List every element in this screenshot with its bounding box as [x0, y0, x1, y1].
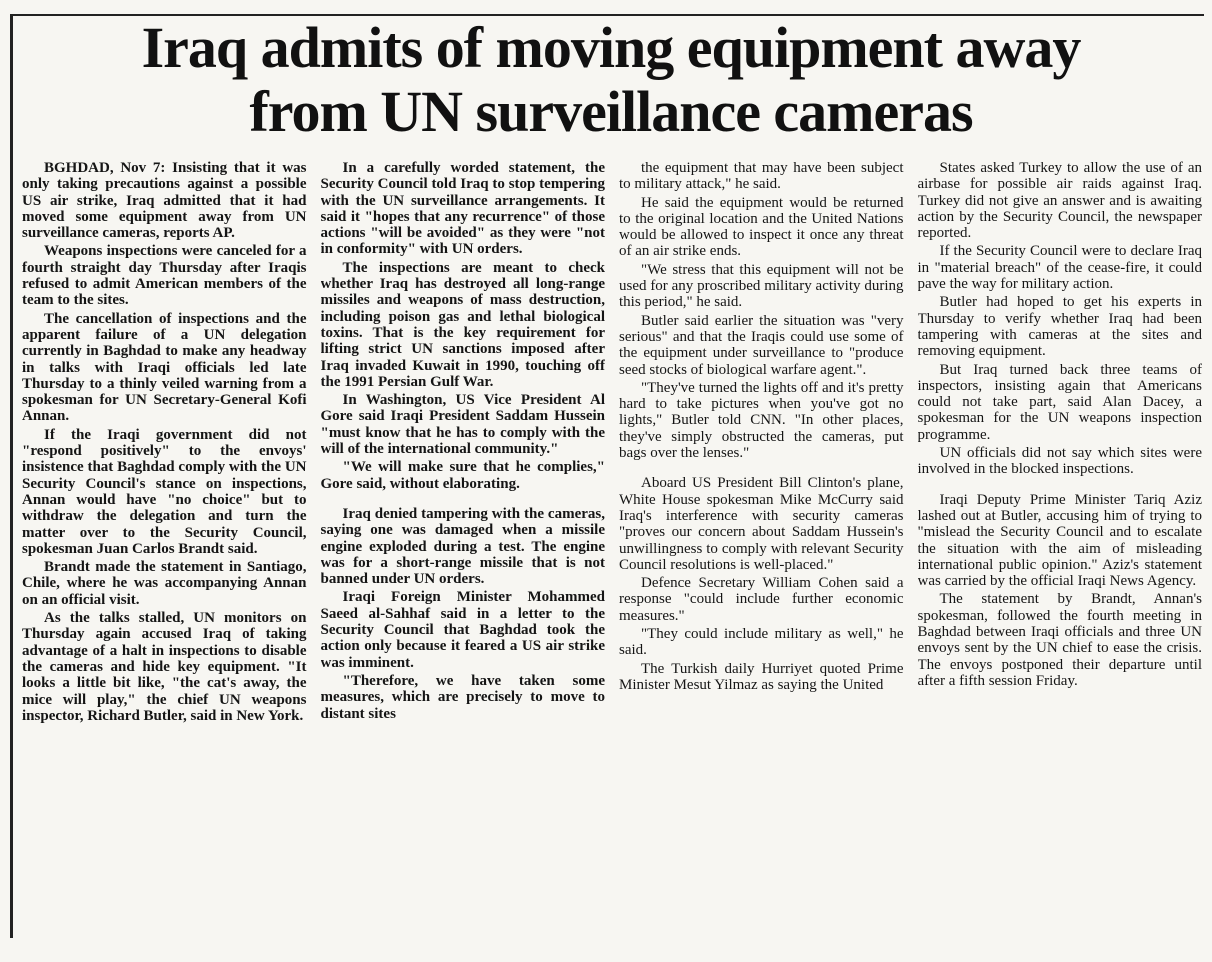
paragraph: UN officials did not say which sites were involved in the blocked inspections.: [917, 445, 1202, 478]
paragraph: Iraqi Foreign Minister Mohammed Saeed al-Sahhaf said in a letter to the Security Council that Baghdad took the action only because it feared a US air strike was imminent.: [320, 589, 605, 671]
column-3: [619, 160, 904, 940]
paragraph: But Iraq turned back three teams of inspectors, insisting again that Americans could not take part, said Alan Dacey, a spokesman for the UN weapons inspection programme.: [917, 361, 1202, 443]
paragraph: The Turkish daily Hurriyet quoted Prime Minister Mesut Yilmaz as saying the United: [619, 660, 904, 693]
paragraph: As the talks stalled, UN monitors on Thursday again accused Iraq of taking advantage of a halt in inspections to disable the cameras and hide key equipment. "It looks a little bit like, "the cat's away, the mice will play," the chief UN weapons inspector, Richard Butler, said in New York.: [22, 610, 307, 724]
headline-line-2: from UN surveillance cameras: [249, 79, 973, 144]
column-4: [918, 160, 1203, 940]
paragraph: The cancellation of inspections and the apparent failure of a UN delegation currently in Baghdad to make any headway in talks with Iraqi officials led late Thursday to a thinly veiled warning from a spokesman for UN Secretary-General Kofi Annan.: [22, 310, 307, 425]
paragraph: Iraq denied tampering with the cameras, saying one was damaged when a missile engine exploded during a test. The engine was for a short-range missile that is not banned under UN orders.: [320, 505, 605, 588]
paragraph: Butler said earlier the situation was "very serious" and that the Iraqis could use some of the equipment under surveillance to "produce seed stocks of biological warfare agent.".: [619, 312, 904, 378]
paragraph: Aboard US President Bill Clinton's plane, White House spokesman Mike McCurry said Iraq's interference with security cameras "proves our concern about Saddam Hussein's unwillingness to comply with relevant Security Council resolutions is well-placed.": [619, 475, 904, 573]
paragraph: If the Security Council were to declare Iraq in "material breach" of the cease-fire, it could pave the way for military action.: [917, 243, 1202, 293]
paragraph: In Washington, US Vice President Al Gore said Iraqi President Saddam Hussein "must know that he has to comply with the will of the international community.": [320, 392, 605, 458]
paragraph: "They've turned the lights off and it's pretty hard to take pictures when you've got no lights," Butler told CNN. "In other places, they've simply obstructed the cameras, put bags over the lenses.": [619, 379, 904, 462]
paragraph: The statement by Brandt, Annan's spokesman, followed the fourth meeting in Baghdad between Iraqi officials and three UN envoys sent by the UN chief to ease the crisis. The envoys postponed their departure until after a fifth session Friday.: [917, 591, 1202, 689]
paragraph: If the Iraqi government did not "respond positively" to the envoys' insistence that Baghdad comply with the UN Security Council's stance on inspections, Annan would have "no choice" but to withdraw the delegation and turn the matter over to the Security Council, spokesman Juan Carlos Brandt said.: [22, 426, 307, 557]
paragraph: "We stress that this equipment will not be used for any proscribed military activity during this period," he said.: [619, 261, 904, 311]
left-rule: [10, 14, 13, 938]
paragraph: States asked Turkey to allow the use of an airbase for possible air raids against Iraq. Turkey did not give an answer and is awaiting action by the Security Council, the newspaper reported.: [917, 160, 1202, 242]
paragraph: "They could include military as well," he said.: [619, 626, 904, 659]
paragraph: Weapons inspections were canceled for a fourth straight day Thursday after Iraqis refused to admit American members of the team to the sites.: [22, 243, 307, 309]
headline: [14, 16, 1208, 144]
article-body: [22, 160, 1202, 940]
paragraph: In a carefully worded statement, the Security Council told Iraq to stop tempering with the UN surveillance arrangements. It said it "hopes that any recurrence" of those actions "will be avoided" as they were "not in conformity" with UN orders.: [320, 160, 605, 258]
column-1: [22, 160, 307, 940]
paragraph: "We will make sure that he complies," Gore said, without elaborating.: [320, 459, 605, 492]
paragraph: Defence Secretary William Cohen said a response "could include further economic measures.": [619, 575, 904, 624]
paragraph: Brandt made the statement in Santiago, Chile, where he was accompanying Annan on an official visit.: [22, 559, 307, 608]
paragraph: "Therefore, we have taken some measures, which are precisely to move to distant sites: [320, 672, 605, 722]
paragraph: Butler had hoped to get his experts in Thursday to verify whether Iraq had been tampering with cameras at the sites and removing equipment.: [917, 294, 1202, 360]
paragraph: He said the equipment would be returned to the original location and the United Nations would be allowed to inspect it once any threat of an air strike ends.: [619, 194, 904, 260]
paragraph: BGHDAD, Nov 7: Insisting that it was only taking precautions against a possible US air strike, Iraq admitted that it had moved some equipment away from UN surveillance cameras, reports AP.: [22, 160, 307, 242]
headline-line-1: Iraq admits of moving equipment away: [141, 15, 1081, 80]
column-2: [321, 160, 606, 940]
paragraph: the equipment that may have been subject to military attack," he said.: [619, 160, 904, 193]
paragraph: Iraqi Deputy Prime Minister Tariq Aziz lashed out at Butler, accusing him of trying to "mislead the Security Council and to escalate the situation with the aim of misleading international public opinion." Aziz's statement was carried by the official Iraqi News Agency.: [917, 491, 1202, 590]
paragraph: The inspections are meant to check whether Iraq has destroyed all long-range missiles and weapons of mass destruction, including poison gas and lethal biological toxins. That is the key requirement for lifting strict UN sanctions imposed after Iraq invaded Kuwait in 1990, touching off the 1991 Persian Gulf War.: [320, 259, 605, 390]
